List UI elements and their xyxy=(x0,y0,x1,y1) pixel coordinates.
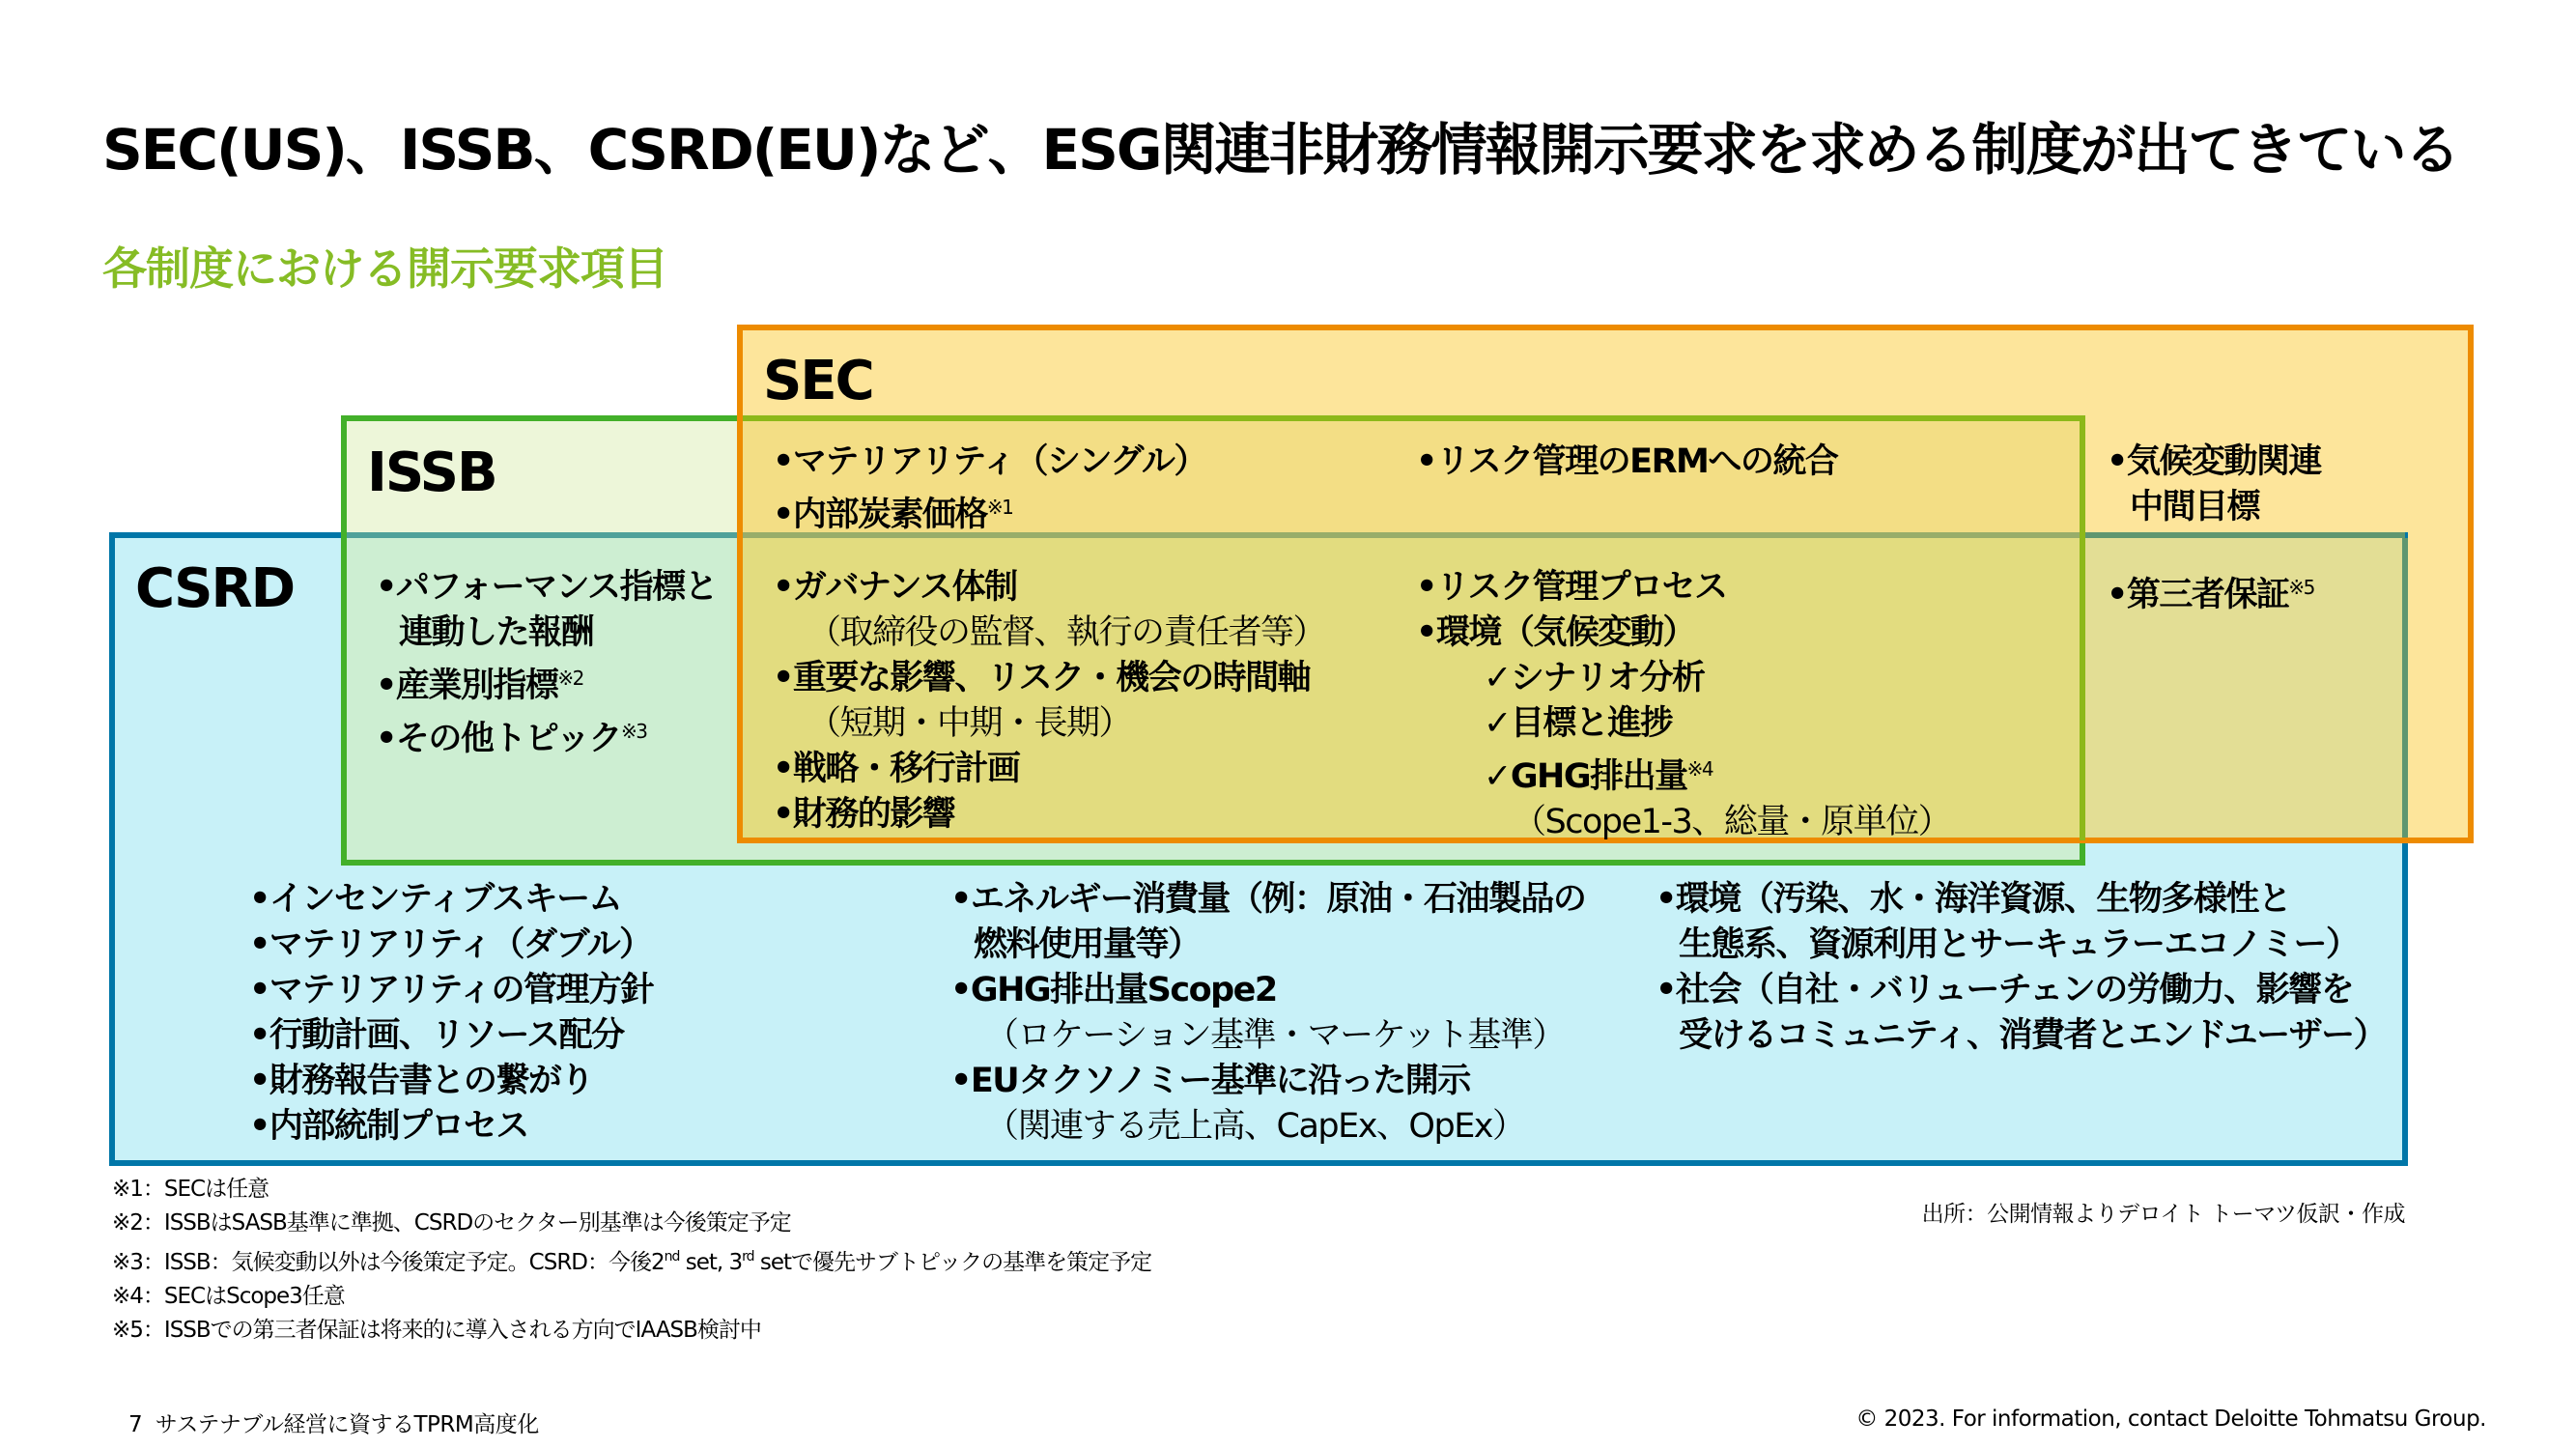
item-text: ✓GHG排出量 xyxy=(1484,757,1687,796)
list-item xyxy=(376,565,717,611)
footnote-marker: ※4 xyxy=(1686,757,1713,781)
list-item xyxy=(112,1240,1151,1280)
item-text: •リスク管理プロセス xyxy=(1416,568,1727,607)
item-text: 生態系、資源利用とサーキュラーエコノミー） xyxy=(1679,925,2359,964)
csrd-col2-list xyxy=(950,877,1585,1150)
item-text: （Scope1-3、総量・原単位） xyxy=(1513,803,1951,841)
list-item xyxy=(950,1104,1585,1150)
list-item xyxy=(773,485,1206,538)
list-item xyxy=(376,656,717,709)
footnote-marker: ※1 xyxy=(986,496,1013,519)
item-text: ※2：ISSBはSASB基準に準拠、CSRDのセクター別基準は今後策定予定 xyxy=(112,1210,791,1236)
document-title: サステナブル経営に資するTPRM高度化 xyxy=(155,1412,539,1437)
item-text: •内部炭素価格 xyxy=(773,496,987,534)
sec-mid-left-list xyxy=(773,565,1325,838)
item-text: ※1：SECは任意 xyxy=(112,1177,269,1202)
list-item xyxy=(1416,656,1950,701)
list-item xyxy=(112,1173,1151,1207)
item-text: •財務報告書との繋がり xyxy=(249,1062,593,1100)
footnote-marker: ※2 xyxy=(557,667,583,690)
item-text: •行動計画、リソース配分 xyxy=(249,1016,624,1055)
list-item xyxy=(376,611,717,656)
item-text: setで優先サブトピックの基準を策定予定 xyxy=(753,1250,1152,1275)
list-item xyxy=(2107,440,2321,485)
item-text: ✓目標と進捗 xyxy=(1484,704,1673,743)
list-item xyxy=(249,877,653,923)
item-text: •戦略・移行計画 xyxy=(773,750,1020,788)
list-item xyxy=(249,1013,653,1059)
list-item xyxy=(773,747,1325,792)
item-text: •マテリアリティの管理方針 xyxy=(249,971,653,1009)
item-text: 受けるコミュニティ、消費者とエンドユーザー） xyxy=(1679,1016,2387,1055)
item-text: •ガバナンス体制 xyxy=(773,568,1017,607)
list-item xyxy=(249,1104,653,1150)
list-item xyxy=(773,565,1325,611)
csrd-border-in-sec-side xyxy=(2402,538,2408,838)
item-text: •パフォーマンス指標と xyxy=(376,568,718,607)
list-item xyxy=(950,923,1585,968)
csrd-border-in-sec-right xyxy=(2085,532,2405,538)
sec-top-left-list xyxy=(773,440,1206,538)
item-text: •環境（汚染、水・海洋資源、生物多様性と xyxy=(1656,880,2291,919)
item-text: 連動した報酬 xyxy=(399,613,594,652)
list-item xyxy=(1416,565,1950,611)
list-item xyxy=(950,1013,1585,1059)
list-item xyxy=(773,656,1325,701)
item-text: •インセンティブスキーム xyxy=(249,880,622,919)
item-text: （短期・中期・長期） xyxy=(807,704,1132,743)
item-text: •気候変動関連 xyxy=(2107,442,2321,481)
list-item xyxy=(773,611,1325,656)
list-item xyxy=(112,1207,1151,1240)
list-item xyxy=(773,701,1325,747)
list-item xyxy=(249,1059,653,1104)
footer-left xyxy=(128,1406,539,1438)
source-note: 出所：公開情報よりデロイト トーマツ仮訳・作成 xyxy=(1921,1202,2405,1227)
list-item xyxy=(950,968,1585,1013)
footnote-marker: nd xyxy=(664,1249,680,1264)
footnote-marker: rd xyxy=(742,1249,754,1264)
sec-csrd-list xyxy=(2107,565,2314,618)
csrd-border-in-issb xyxy=(347,532,737,538)
item-text: •第三者保証 xyxy=(2107,576,2289,614)
sec-top-right-list xyxy=(1416,440,1837,485)
footnote-marker: ※3 xyxy=(620,720,647,743)
issb-border-in-sec-right xyxy=(2080,421,2085,840)
item-text: （取締役の監督、執行の責任者等） xyxy=(807,613,1326,652)
list-item xyxy=(249,923,653,968)
list-item xyxy=(1656,1013,2386,1059)
item-text: •マテリアリティ（ダブル） xyxy=(249,925,652,964)
list-item xyxy=(376,709,717,762)
list-item xyxy=(773,792,1325,838)
list-item xyxy=(112,1314,1151,1348)
item-text: 中間目標 xyxy=(2130,488,2260,526)
item-text: •エネルギー消費量（例：原油・石油製品の xyxy=(950,880,1586,919)
list-item xyxy=(1656,923,2386,968)
item-text: 燃料使用量等） xyxy=(974,925,1201,964)
item-text: ※4：SECはScope3任意 xyxy=(112,1284,345,1309)
csrd-col1-list xyxy=(249,877,653,1150)
list-item xyxy=(1656,877,2386,923)
item-text: •EUタクソノミー基準に沿った開示 xyxy=(950,1062,1470,1100)
csrd-col3-list xyxy=(1656,877,2386,1059)
list-item xyxy=(950,1059,1585,1104)
item-text: ✓シナリオ分析 xyxy=(1484,659,1705,697)
list-item xyxy=(1656,968,2386,1013)
sec-only-top-list xyxy=(2107,440,2321,530)
slide-title: SEC(US)、ISSB、CSRD(EU)など、ESG関連非財務情報開示要求を求める制度が出てきている xyxy=(102,117,2459,183)
item-text: ※5：ISSBでの第三者保証は将来的に導入される方向でIAASB検討中 xyxy=(112,1318,761,1343)
item-text: （関連する売上高、CapEx、OpEx） xyxy=(985,1107,1525,1146)
list-item xyxy=(1416,701,1950,747)
sec-mid-right-list xyxy=(1416,565,1950,845)
list-item xyxy=(2107,485,2321,530)
item-text: •財務的影響 xyxy=(773,795,955,834)
item-text: •マテリアリティ（シングル） xyxy=(773,442,1206,481)
item-text: •GHG排出量Scope2 xyxy=(950,971,1277,1009)
issb-border-in-sec xyxy=(743,415,2085,421)
list-item xyxy=(112,1280,1151,1314)
list-item xyxy=(950,877,1585,923)
list-item xyxy=(1416,800,1950,845)
list-item xyxy=(1416,747,1950,800)
list-item xyxy=(773,440,1206,485)
section-subtitle: 各制度における開示要求項目 xyxy=(102,242,667,295)
list-item xyxy=(249,968,653,1013)
page-number: 7 xyxy=(128,1412,143,1437)
item-text: •社会（自社・バリューチェンの労働力、影響を xyxy=(1656,971,2354,1009)
item-text: •その他トピック xyxy=(376,720,621,758)
footnotes xyxy=(112,1173,1151,1348)
sec-label: SEC xyxy=(763,350,873,412)
copyright: © 2023. For information, contact Deloitte Tohmatsu Group. xyxy=(1855,1406,2486,1432)
item-text: •重要な影響、リスク・機会の時間軸 xyxy=(773,659,1311,697)
item-text: •リスク管理のERMへの統合 xyxy=(1416,442,1838,481)
item-text: •産業別指標 xyxy=(376,667,558,705)
item-text: ※3：ISSB：気候変動以外は今後策定予定。CSRD：今後2 xyxy=(112,1250,665,1275)
list-item xyxy=(1416,611,1950,656)
item-text: （ロケーション基準・マーケット基準） xyxy=(985,1016,1565,1055)
list-item xyxy=(2107,565,2314,618)
footnote-marker: ※5 xyxy=(2288,576,2314,599)
item-text: •環境（気候変動） xyxy=(1416,613,1695,652)
csrd-label: CSRD xyxy=(135,557,295,620)
issb-list xyxy=(376,565,717,762)
item-text: set, 3 xyxy=(679,1250,743,1275)
list-item xyxy=(1416,440,1837,485)
item-text: •内部統制プロセス xyxy=(249,1107,528,1146)
issb-label: ISSB xyxy=(367,441,496,504)
